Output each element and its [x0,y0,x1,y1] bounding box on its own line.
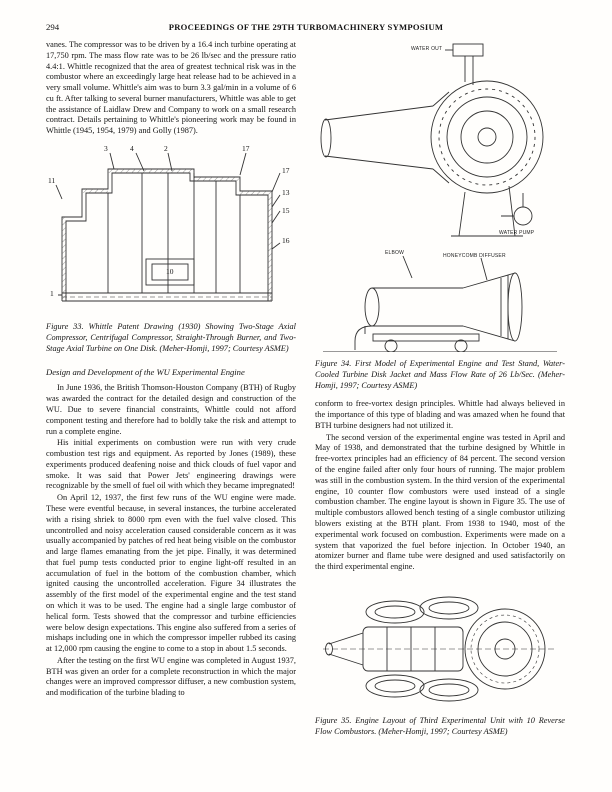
figure34-label-water-out: WATER OUT [411,46,443,52]
figure33-callout: 11 [48,176,56,186]
figure33-callout: 15 [282,206,290,216]
figure34-label-honeycomb-diffuser: HONEYCOMB DIFFUSER [443,253,506,259]
page-header [0,0,612,34]
figure-33-patent-drawing [46,145,296,315]
left-column [46,40,296,737]
figure33-callout: 17 [282,166,290,176]
figure-33-caption: Figure 33. Whittle Patent Drawing (1930) Showing Two-Stage Axial Compressor, Centrifugal Compressor, Straight-Through Burner, and Two-Stage Axial Turbine on One Disk. (Meher-Homji, 1997; Courtesy ASME) [46,322,296,353]
figure33-callout: 16 [282,236,290,246]
figure33-callout: 10 [166,267,174,277]
figure34-label-elbow: ELBOW [385,250,405,256]
body-paragraph: vanes. The compressor was to be driven by a 16.4 inch turbine operating at 17,750 rpm. The mass flow rate was to be 26 lb/sec and the pressure ratio 4.4:1. Whittle recognized that the area of greatest technical risk was in the combustor where an exceedingly large heat release had to be achieved in a very small volume. Whittle's aim was to burn 3.3 gal/min in a volume of 6 cu ft. After talking to several burner manufacturers, Whittle was able to get the assistance of Laidlaw Drew and Company to work on a small research contract. Details pertaining to Whittle's pioneering work may be found in Whittle (1945, 1954, 1979) and Golly (1987). [46,40,296,136]
figure-34-engine-test-stand-drawing [315,36,565,352]
figure33-callout: 17 [242,144,250,154]
figure-33 [46,145,296,315]
figure34-label-water-pump: WATER PUMP [499,230,535,236]
running-title: PROCEEDINGS OF THE 29TH TURBOMACHINERY SYMPOSIUM [168,22,444,32]
body-paragraph: The second version of the experimental engine was tested in April and May of 1938, and demonstrated that the turbine designed by Whittle in free-vortex principles had an efficiency of 84 percent. The second version of the engine failed after only four hours of running. The major problem was still in the combustion system. In the third version of the experimental engine, 10 counter flow combustors were used instead of a single combustion chamber. The engine layout is shown in Figure 35. The use of multiple combustors allowed bench testing of a single combustor utilizing blowers existing at the BTH plant. From 1938 to 1940, most of the experimental work focused on combustion. Experiments were made on a system that vaporized the fuel before injection. In October 1940, an atomizer burner and flame tube were designed and used satisfactorily on the third experimental engine. [315,432,565,572]
figure33-callout: 13 [282,188,290,198]
figure-35-engine-layout-drawing [315,587,565,709]
two-column-body [0,34,612,737]
body-paragraph: conform to free-vortex design principles. Whittle had always believed in the importance of this type of blading and was amazed when he found that BTH turbine designers had not utilized it. [315,399,565,430]
body-paragraph: His initial experiments on combustion were run with very crude combustion test rigs and equipment. As reported by Jones (1989), these experiments produced deafening noise and thick clouds of fuel vapor and smoke. It was said that Power Jets' engineering drawings were recognizable by the smell of fuel oil with which they became impregnated! [46,438,296,491]
figure33-callout: 1 [50,289,54,299]
figure-34-caption: Figure 34. First Model of Experimental Engine and Test Stand, Water-Cooled Turbine Disk Jacket and Mass Flow Rate of 26 Lb/Sec. (Meher-Homji, 1997; Courtesy ASME) [315,359,565,390]
figure33-callout: 2 [164,144,168,154]
figure33-callout: 4 [130,144,134,154]
figure-34 [315,36,565,352]
body-paragraph: In June 1936, the British Thomson-Houston Company (BTH) of Rugby was awarded the contract for the detailed design and construction of the WU. Due to severe financial constraints, Whittle could not afford component testing and therefore had to boldly take the risk and attempt to run a complete engine. [46,383,296,436]
page-number: 294 [46,22,60,32]
body-paragraph: After the testing on the first WU engine was completed in August 1937, BTH was given an order for a complete reconstruction in which the major changes were an improved compressor diffuser, a new combustion system, and modification of the turbine blading to [46,655,296,698]
figure33-callout: 3 [104,144,108,154]
figure-35 [315,587,565,709]
section-heading: Design and Development of the WU Experimental Engine [46,367,245,378]
figure-35-caption: Figure 35. Engine Layout of Third Experimental Unit with 10 Reverse Flow Combustors. (Meher-Homji, 1997; Courtesy ASME) [315,715,565,736]
right-column [315,40,565,737]
body-paragraph: On April 12, 1937, the first few runs of the WU engine were made. These were eventful because, in several instances, the turbine accelerated with a rising shriek to 8000 rpm even with the fuel valve closed. This uncontrolled and noisy acceleration caused considerable concern as it was usually accompanied by patches of red heat being visible on the combustor and large flames emanating from the jet pipe. Finally, it was determined that fuel pump tests conducted prior to engine light-off resulted in an accumulation of fuel in the bottom of the combustion chamber, which ignited causing the uncontrolled acceleration. Figure 34 illustrates the assembly of the first model of the experimental engine and the test stand on which it was to be used. The engine had a single large combustor of helical form. Tests showed that the compressor and turbine efficiencies were below design expectations. This engine also suffered from a series of mishaps including one in which the compressor impeller rubbed its casing at 12,000 rpm causing the engine to come to a stop in about 1.5 seconds. [46,493,296,654]
